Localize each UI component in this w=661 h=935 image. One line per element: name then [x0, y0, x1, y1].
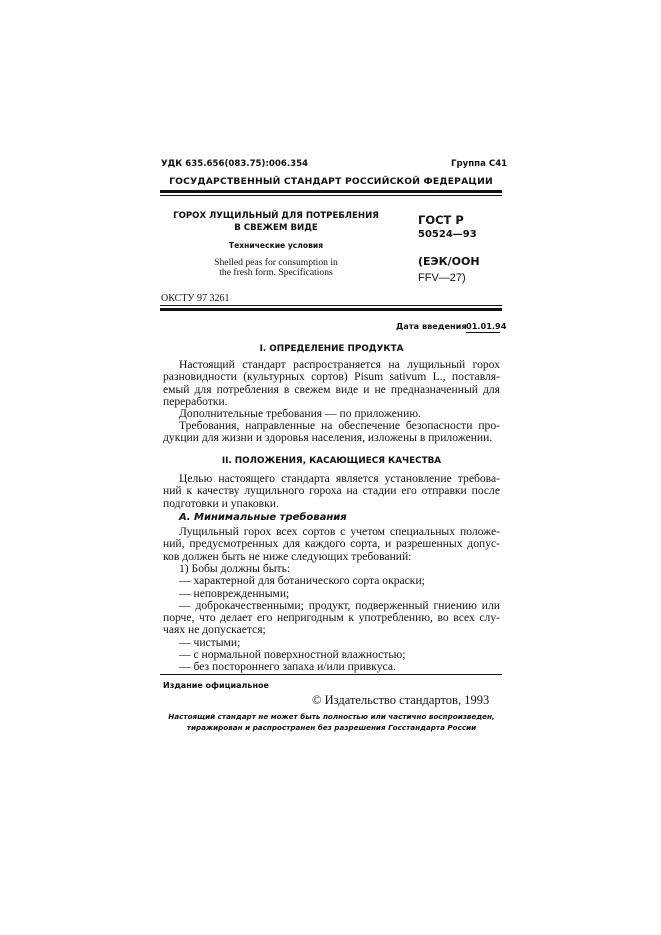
text-line: ков должен быть не ниже следующих требований: [163, 549, 412, 563]
text-line: ний, предусмотренных для каждого сорта, и разрешенных допус- [163, 537, 500, 551]
list-item: — характерной для ботанического сорта окраски; [179, 574, 425, 588]
titleblock-rule-thin [160, 305, 502, 306]
text-line: Настоящий стандарт распространяется на лущильный горох [179, 358, 500, 371]
group-code: Группа С41 [451, 159, 508, 169]
title-ru-line1: ГОРОХ ЛУЩИЛЬНЫЙ ДЛЯ ПОТРЕБЛЕНИЯ [173, 211, 379, 221]
list-item: — без постороннего запаха и/или привкуса. [179, 660, 396, 674]
reproduction-notice-line2: тиражирован и распространен без разрешения Госстандарта России [186, 723, 477, 732]
gost-number: 50524—93 [418, 229, 477, 240]
text-line: Лущильный горох всех сортов с учетом специальных положе- [179, 525, 500, 538]
header-rule-thin [160, 195, 502, 196]
standard-header-title: ГОСУДАРСТВЕННЫЙ СТАНДАРТ РОССИЙСКОЙ ФЕДЕРАЦИИ [169, 176, 493, 187]
text-line: дукции для жизни и здоровья населения, изложены в приложении. [163, 431, 493, 445]
text-line: подготовки и упаковки. [163, 496, 279, 510]
section1-heading: I. ОПРЕДЕЛЕНИЕ ПРОДУКТА [259, 344, 404, 354]
section1-paragraph3 [163, 420, 500, 445]
list-item: — чистыми; [179, 635, 241, 649]
gost-label: ГОСТ Р [418, 213, 464, 227]
list-item: — неповрежденными; [179, 586, 290, 600]
eek-code-line1: (ЕЭК/ООН [418, 255, 480, 268]
copyright: © Издательство стандартов, 1993 [312, 693, 490, 707]
udk-code: УДК 635.656(083.75):006.354 [161, 159, 309, 169]
list-item: чаях не допускается; [163, 623, 266, 637]
title-ru-line2: В СВЕЖЕМ ВИДЕ [234, 223, 318, 233]
header-rule-thick [160, 190, 502, 193]
section2-paragraph1 [163, 473, 500, 510]
list-item: — доброкачественными; продукт, подверженный гниению или [179, 598, 500, 612]
eek-code-line2: FFV—27) [418, 272, 466, 284]
official-edition-label: Издание официальное [163, 681, 269, 690]
minimum-requirements-heading: А. Минимальные требования [179, 512, 347, 523]
text-line: переработки. [163, 394, 228, 408]
date-label: Дата введения [396, 321, 467, 331]
list-item: — с нормальной поверхностной влажностью; [179, 648, 406, 662]
list-item: 1) Бобы должны быть: [179, 562, 291, 575]
title-en-line1: Shelled peas for consumption in [214, 257, 338, 268]
date-value: 01.01.94 [466, 321, 507, 331]
text-line: разновидности (культурных сортов) Pisum sativum L., поставля- [163, 370, 500, 384]
text-line: Дополнительные требования — по приложению. [179, 407, 421, 420]
list-item: порче, что делает его непригодным к употреблению, во всех слу- [163, 611, 500, 625]
text-line: Требования, направленные на обеспечение безопасности про- [179, 419, 500, 432]
footer-rule [160, 674, 502, 675]
subtitle: Технические условия [228, 241, 324, 250]
section2-paragraph2 [163, 526, 500, 563]
section1-paragraph1 [163, 359, 500, 408]
text-line: ний к качеству лущильного гороха на стадии его отправки после [163, 484, 500, 498]
requirements-list [163, 563, 500, 674]
titleblock-rule-thick [160, 308, 502, 311]
section2-heading: II. ПОЛОЖЕНИЯ, КАСАЮЩИЕСЯ КАЧЕСТВА [221, 456, 442, 466]
okstu-code: ОКСТУ 97 3261 [161, 293, 230, 304]
reproduction-notice-line1: Настоящий стандарт не может быть полностью или частично воспроизведен, [168, 712, 495, 721]
text-line: Целью настоящего стандарта является установление требова- [179, 472, 500, 485]
text-line: емый для потребления в свежем виде и не предназначенный для [163, 382, 500, 396]
title-en-line2: the fresh form. Specifications [219, 267, 333, 278]
